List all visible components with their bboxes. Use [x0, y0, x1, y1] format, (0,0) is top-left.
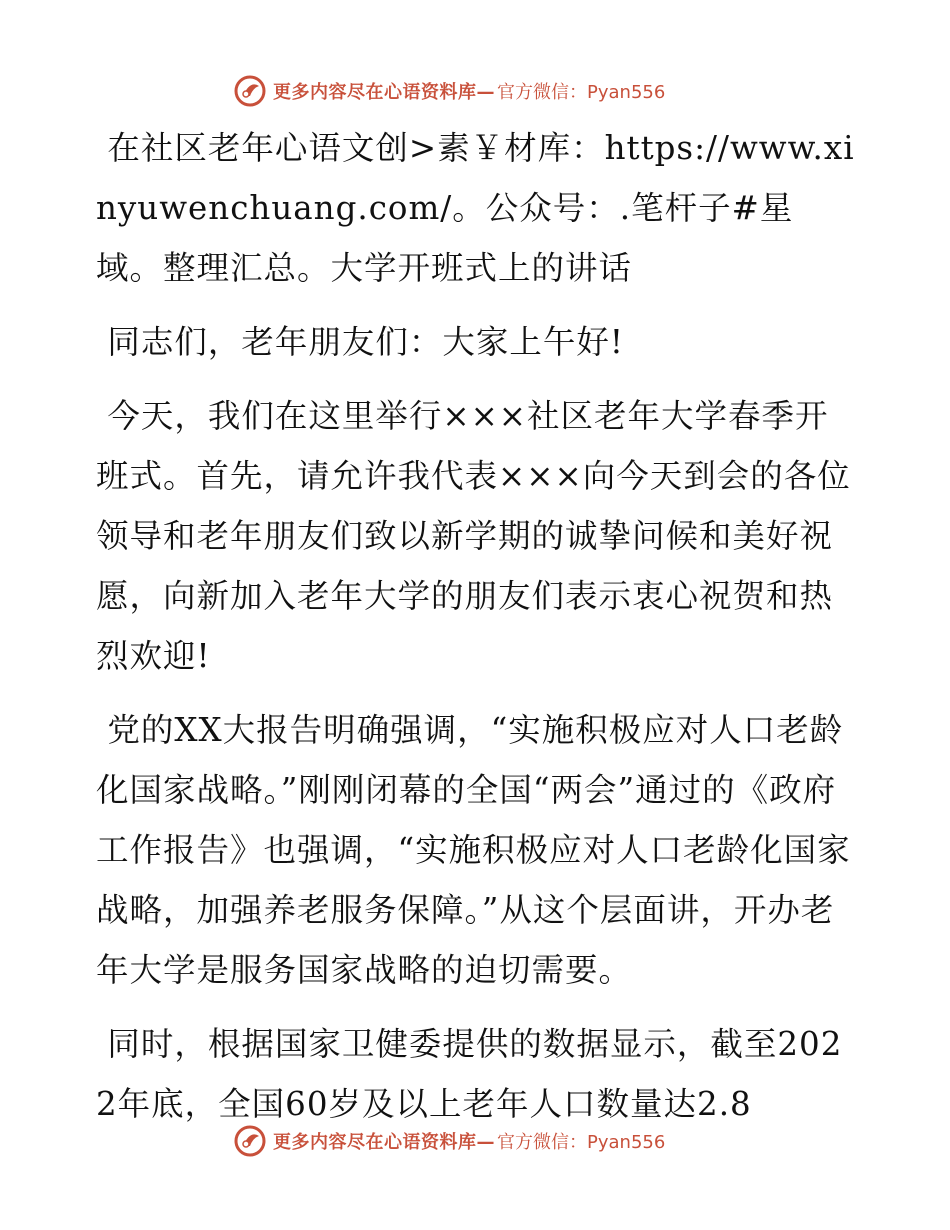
brand-logo-icon	[233, 74, 267, 108]
footer-banner	[233, 1121, 665, 1161]
paragraph: 同时，根据国家卫健委提供的数据显示，截至2022年底，全国60岁及以上老年人口数量达2.8	[96, 1025, 843, 1123]
header-banner	[233, 71, 665, 111]
paragraph: 同志们，老年朋友们：大家上午好!	[96, 323, 624, 361]
banner-tagline: 更多内容尽在心语资料库—	[273, 82, 495, 103]
banner-contact: 官方微信：Pyan556	[497, 1132, 666, 1153]
document-body	[96, 118, 856, 1148]
brand-logo-icon	[233, 1124, 267, 1158]
paragraph: 今天，我们在这里举行×××社区老年大学春季开班式。首先，请允许我代表×××向今天到会的各位领导和老年朋友们致以新学期的诚挚问候和美好祝愿，向新加入老年大学的朋友们表示衷心祝贺和热烈欢迎!	[96, 397, 851, 675]
banner-tagline: 更多内容尽在心语资料库—	[273, 1132, 495, 1153]
paragraph: 党的XX大报告明确强调，“实施积极应对人口老龄化国家战略。”刚刚闭幕的全国“两会”通过的《政府工作报告》也强调，“实施积极应对人口老龄化国家战略，加强养老服务保障。”从这个层面讲，开办老年大学是服务国家战略的迫切需要。	[96, 711, 851, 989]
paragraph: 在社区老年心语文创>素￥材库：https://www.xinyuwenchuang.com/。公众号：.笔杆子#星域。整理汇总。大学开班式上的讲话	[96, 129, 855, 287]
banner-contact: 官方微信：Pyan556	[497, 82, 666, 103]
